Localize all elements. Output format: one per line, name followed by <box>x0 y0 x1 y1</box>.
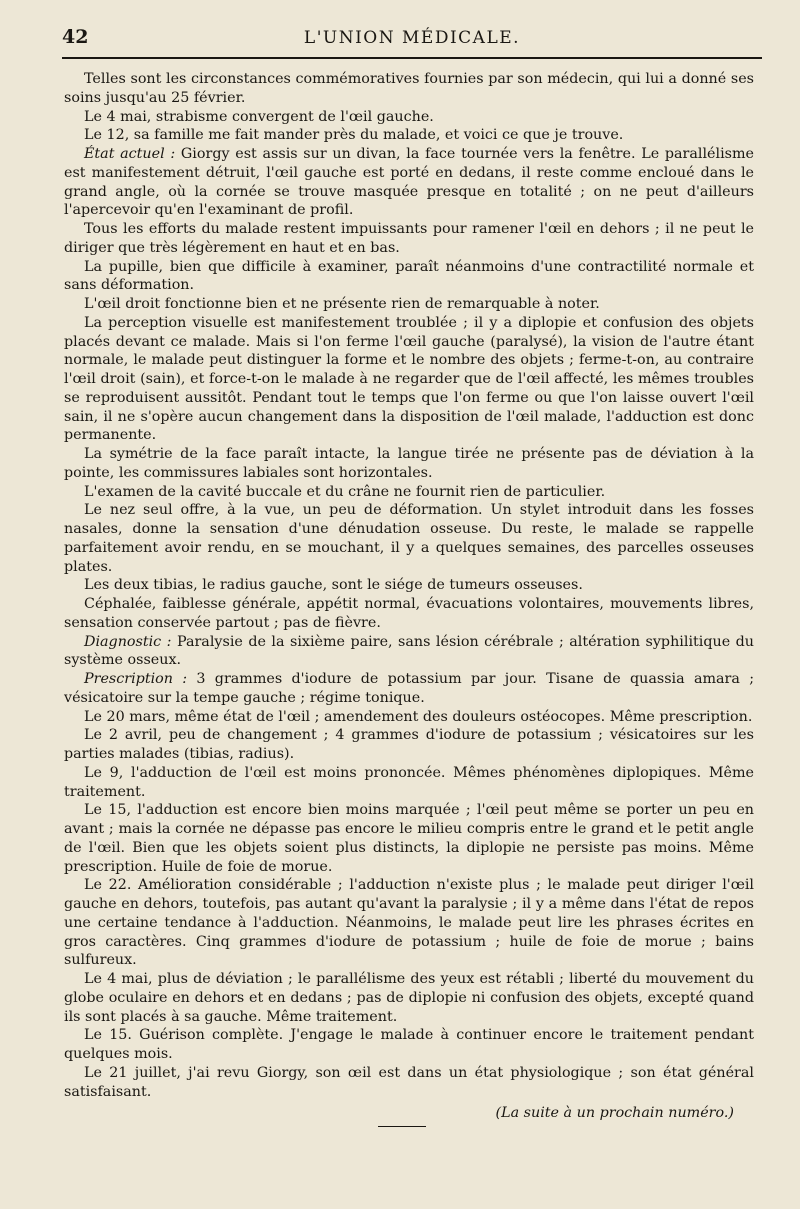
paragraph <box>64 145 754 220</box>
paragraph: Le 20 mars, même état de l'œil ; amendement des douleurs ostéocopes. Même prescription. <box>84 708 753 725</box>
paragraph: Le 9, l'adduction de l'œil est moins prononcée. Mêmes phénomènes diplopiques. Même traitement. <box>64 764 754 800</box>
section-label: Prescription : <box>84 671 188 687</box>
paragraph: Le 2 avril, peu de changement ; 4 grammes d'iodure de potassium ; vésicatoires sur les parties malades (tibias, radius). <box>64 727 754 762</box>
page-number: 42 <box>62 26 89 48</box>
paragraph: Tous les efforts du malade restent impuissants pour ramener l'œil en dehors ; il ne peut le diriger que très légèrement en haut et en bas. <box>64 221 754 256</box>
paragraph: Le 4 mai, strabisme convergent de l'œil gauche. <box>84 108 434 125</box>
paragraph: Les deux tibias, le radius gauche, sont le siége de tumeurs osseuses. <box>84 577 583 594</box>
paragraph: La perception visuelle est manifestement troublée ; il y a diplopie et confusion des objets placés devant ce malade. Mais si l'on ferme l'œil gauche (paralysé), la vision de l'autre étant normale, le malade peut distinguer la forme et le nombre des objets ; ferme-t-on, au contraire l'œil droit (sain), et force-t-on le malade à ne regarder que de l'œil affecté, les mêmes troubles se reproduisent aussitôt. Pendant tout le temps que l'on ferme ou que l'on laisse ouvert l'œil sain, il ne s'opère aucun changement dans la disposition de l'œil malade, l'adduction est donc permanente. <box>64 314 754 444</box>
continuation-note: (La suite à un prochain numéro.) <box>495 1105 734 1122</box>
paragraph <box>64 670 754 708</box>
paragraph: L'œil droit fonctionne bien et ne présente rien de remarquable à noter. <box>84 296 600 312</box>
section-label: État actuel : <box>84 146 176 162</box>
paragraph: Céphalée, faiblesse générale, appétit normal, évacuations volontaires, mouvements libres, sensation conservée partout ; pas de fièvre. <box>64 596 754 631</box>
paragraph: Le 12, sa famille me fait mander près du malade, et voici ce que je trouve. <box>84 127 624 144</box>
paragraph: Le 4 mai, plus de déviation ; le parallélisme des yeux est rétabli ; liberté du mouvement du globe oculaire en dehors et en dedans ; pas de diplopie ni confusion des objets, excepté quand ils sont placés à sa gauche. Même traitement. <box>64 971 754 1025</box>
paragraph-text: Giorgy est assis sur un divan, la face tournée vers la fenêtre. Le parallélisme est manifestement détruit, l'œil gauche est porté en dedans, il reste comme encloué dans le grand angle, où la cornée se trouve masquée presque en totalité ; on ne peut d'ailleurs l'apercevoir qu'en l'examinant de profil. <box>64 146 754 219</box>
paragraph: Le 22. Amélioration considérable ; l'adduction n'existe plus ; le malade peut diriger l'œil gauche en dehors, toutefois, pas autant qu'avant la paralysie ; il y a même dans l'état de repos une certaine tendance à l'adduction. Néanmoins, le malade peut lire les phrases écrites en gros caractères. Cinq grammes d'iodure de potassium ; huile de foie de morue ; bains sulfureux. <box>64 877 754 969</box>
paragraph: Le 15. Guérison complète. J'engage le malade à continuer encore le traitement pendant quelques mois. <box>64 1027 754 1062</box>
paragraph <box>64 633 754 671</box>
end-rule <box>378 1126 426 1127</box>
paragraph-text: Paralysie de la sixième paire, sans lésion cérébrale ; altération syphilitique du système osseux. <box>64 633 754 669</box>
paragraph: L'examen de la cavité buccale et du crâne ne fournit rien de particulier. <box>84 483 606 500</box>
paragraph: La symétrie de la face paraît intacte, la langue tirée ne présente pas de déviation à la pointe, les commissures labiales sont horizontales. <box>64 446 754 481</box>
section-label: Diagnostic : <box>84 633 172 650</box>
article-body <box>64 70 754 1123</box>
paragraph: Le nez seul offre, à la vue, un peu de déformation. Un stylet introduit dans les fosses nasales, donne la sensation d'une dénudation osseuse. Du reste, le malade se rappelle parfaitement avoir rendu, en se mouchant, il y a quelques semaines, des parcelles osseuses plates. <box>64 502 754 575</box>
paragraph: Telles sont les circonstances commémoratives fournies par son médecin, qui lui a donné ses soins jusqu'au 25 février. <box>64 71 754 106</box>
running-head: L'UNION MÉDICALE. <box>303 28 521 48</box>
header-rule <box>62 57 762 59</box>
paragraph: Le 15, l'adduction est encore bien moins marquée ; l'œil peut même se porter un peu en avant ; mais la cornée ne dépasse pas encore le milieu compris entre le grand et le petit angle de l'œil. Bien que les objets soient plus distincts, la diplopie ne persiste pas moins. Même prescription. Huile de foie de morue. <box>64 802 754 875</box>
paragraph: Le 21 juillet, j'ai revu Giorgy, son œil est dans un état physiologique ; son état général satisfaisant. <box>64 1064 754 1100</box>
paragraph: La pupille, bien que difficile à examiner, paraît néanmoins d'une contractilité normale et sans déformation. <box>64 258 754 294</box>
page-header <box>62 22 762 52</box>
paragraph-text: 3 grammes d'iodure de potassium par jour. Tisane de quassia amara ; vésicatoire sur la tempe gauche ; régime tonique. <box>64 671 755 706</box>
